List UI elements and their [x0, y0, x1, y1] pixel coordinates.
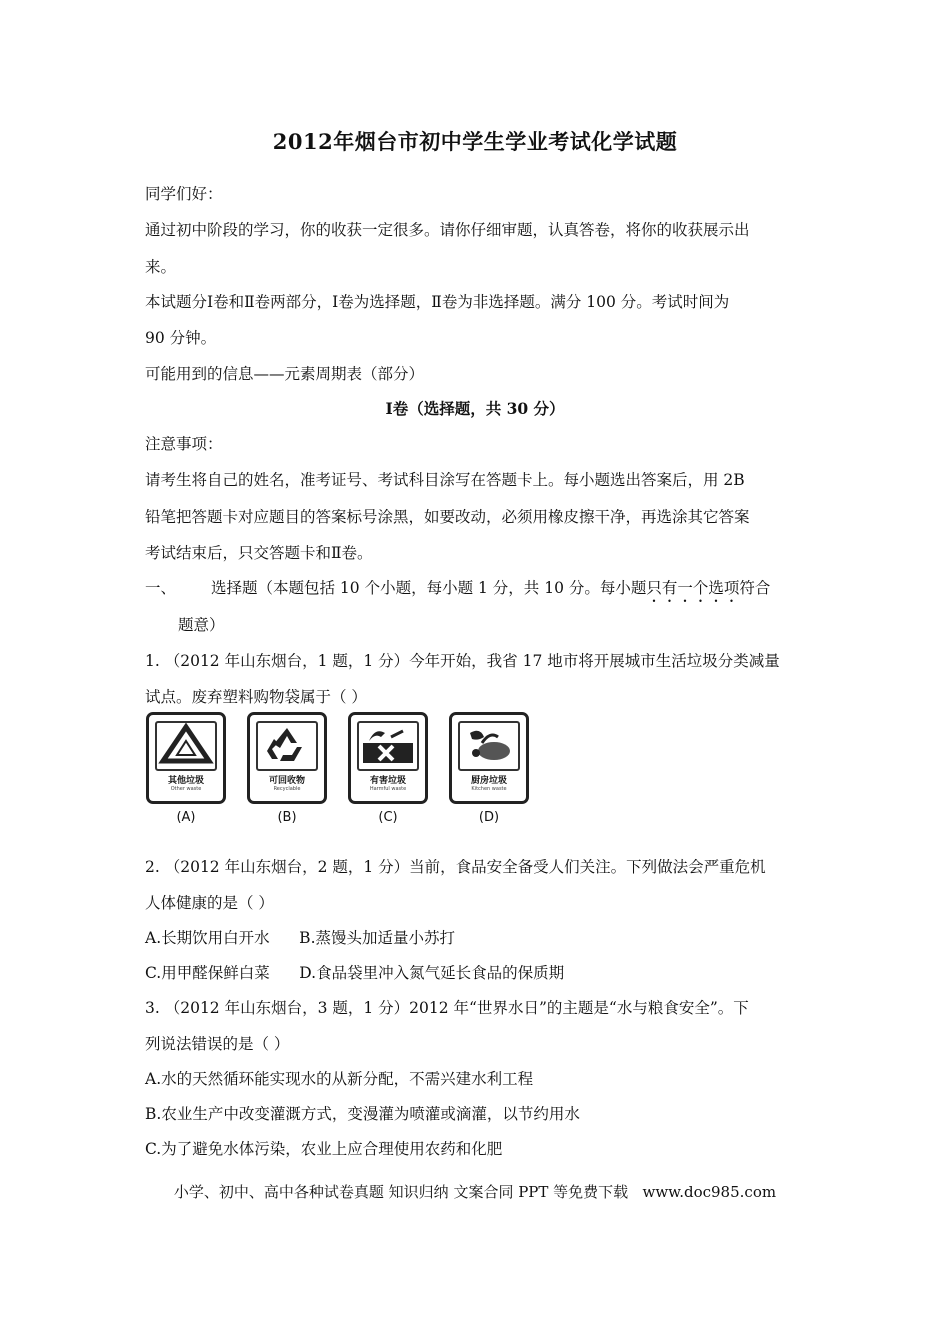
emphasized-text: 只有一个选项 [646, 579, 740, 597]
notice-line2: 铅笔把答题卡对应题目的答案标号涂黑，如要改动，必须用橡皮擦干净，再选涂其它答案 [145, 508, 750, 526]
option-letter: (C) [378, 810, 398, 825]
bin-sublabel: Kitchen waste [471, 786, 507, 792]
bin-option-b [247, 712, 327, 825]
bin-option-a [146, 712, 226, 825]
bin-sublabel: Other waste [170, 786, 202, 792]
part-number: 一、 [145, 579, 177, 597]
q3-line1: 3. （2012 年山东烟台，3 题，1 分）2012 年“世界水日”的主题是“水与粮食安全”。下 [145, 999, 749, 1017]
bin-option-d [449, 712, 529, 825]
bin-label: 可回收物 [268, 776, 305, 786]
bin-label: 其他垃圾 [167, 776, 204, 786]
recycle-icon [256, 721, 318, 771]
intro-paragraph-line1: 通过初中阶段的学习，你的收获一定很多。请你仔细审题，认真答卷，将你的收获展示出 [145, 221, 750, 239]
section-heading: Ⅰ卷（选择题，共 30 分） [385, 399, 565, 418]
q2-line2: 人体健康的是（ ） [145, 894, 274, 912]
waste-bin-options [146, 712, 536, 832]
q2-options-ab: A.长期饮用白开水 B.蒸馒头加适量小苏打 [145, 929, 456, 947]
part-text-a: 选择题（本题包括 10 个小题，每小题 1 分，共 10 分。每小题 [211, 579, 647, 597]
bin-sign [449, 712, 529, 804]
bin-sign [348, 712, 428, 804]
periodic-table-note: 可能用到的信息——元素周期表（部分） [145, 365, 425, 383]
notice-line1: 请考生将自己的姓名，准考证号、考试科目涂写在答题卡上。每小题选出答案后，用 2B [145, 471, 745, 489]
page-footer: 小学、初中、高中各种试卷真题 知识归纳 文案合同 PPT 等免费下载 www.doc985.com [173, 1183, 777, 1201]
q2-options-cd: C.用甲醛保鲜白菜 D.食品袋里冲入氮气延长食品的保质期 [145, 964, 565, 982]
part-text-b: 符合 [739, 579, 771, 597]
q1-line2: 试点。废弃塑料购物袋属于（ ） [145, 688, 367, 706]
exam-title: 2012年烟台市初中学生学业考试化学试题 [272, 129, 678, 154]
q2-line1: 2. （2012 年山东烟台，2 题，1 分）当前，食品安全备受人们关注。下列做法会严重危机 [145, 858, 766, 876]
bin-sign [247, 712, 327, 804]
q3-option-b: B.农业生产中改变灌溉方式，变漫灌为喷灌或滴灌，以节约用水 [145, 1105, 580, 1123]
part-instructions-line2: 题意） [178, 616, 225, 634]
exam-structure-line1: 本试题分Ⅰ卷和Ⅱ卷两部分，Ⅰ卷为选择题，Ⅱ卷为非选择题。满分 100 分。考试时间为 [145, 293, 730, 311]
notice-label: 注意事项： [145, 435, 223, 453]
q3-option-c: C.为了避免水体污染，农业上应合理使用农药和化肥 [145, 1140, 503, 1158]
bin-sublabel: Recyclable [273, 786, 301, 792]
greeting: 同学们好： [145, 185, 223, 203]
exam-structure-line2: 90 分钟。 [145, 329, 217, 347]
option-letter: (B) [277, 810, 297, 825]
harmful-waste-icon [357, 721, 419, 771]
bin-label: 有害垃圾 [369, 776, 406, 786]
bin-sublabel: Harmful waste [369, 786, 407, 792]
q1-line1: 1. （2012 年山东烟台，1 题，1 分）今年开始，我省 17 地市将开展城市生活垃圾分类减量 [145, 652, 780, 670]
intro-paragraph-line2: 来。 [145, 258, 177, 276]
option-letter: (A) [176, 810, 196, 825]
other-waste-icon [155, 721, 217, 771]
bin-label: 厨房垃圾 [470, 776, 507, 786]
bin-option-c [348, 712, 428, 825]
option-letter: (D) [478, 810, 500, 825]
part-instructions [211, 576, 770, 606]
notice-line3: 考试结束后，只交答题卡和Ⅱ卷。 [145, 544, 373, 562]
bin-sign [146, 712, 226, 804]
q3-option-a: A.水的天然循环能实现水的从新分配，不需兴建水利工程 [145, 1070, 534, 1088]
q3-line2: 列说法错误的是（ ） [145, 1035, 290, 1053]
kitchen-waste-icon [458, 721, 520, 771]
